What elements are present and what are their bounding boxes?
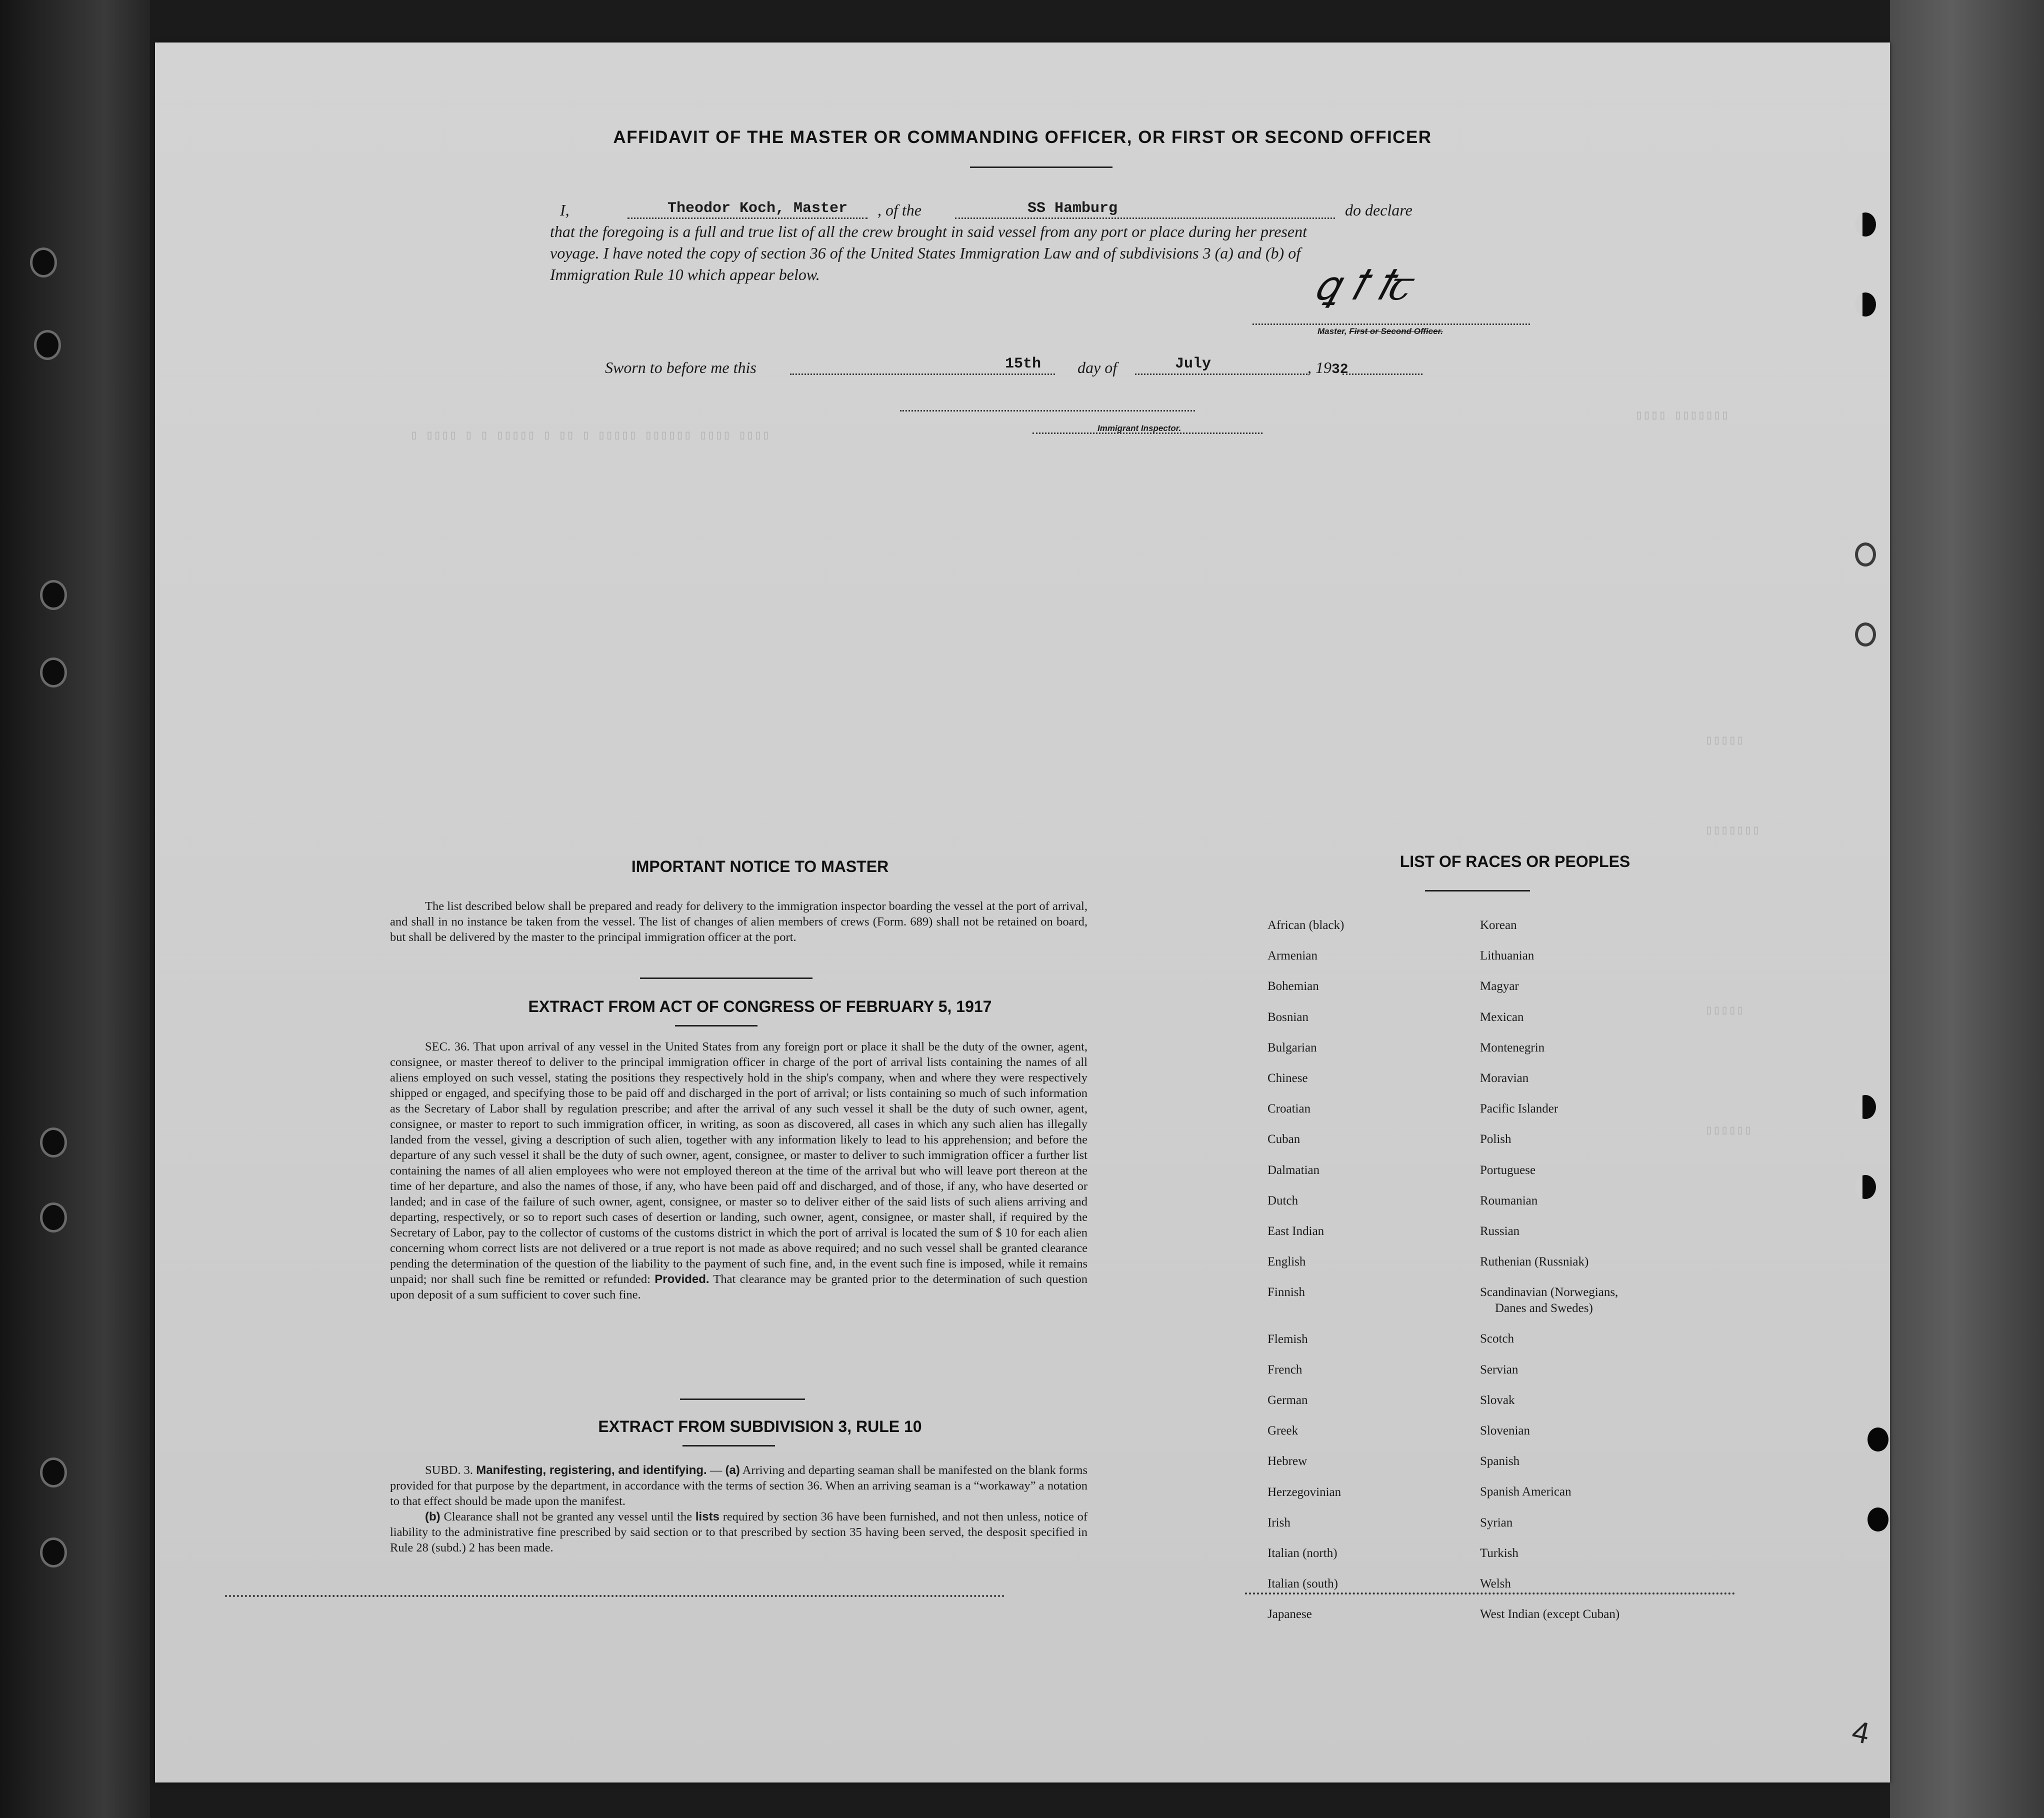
race-item: Japanese: [1268, 1608, 1312, 1622]
act-rule: [680, 1398, 805, 1400]
binder-strip-left: [0, 0, 150, 1818]
page-number: 4: [1849, 1714, 1872, 1750]
race-item: Montenegrin: [1480, 1040, 1545, 1054]
binder-hole-icon: [40, 580, 67, 610]
sworn-day: 15th: [1005, 356, 1042, 372]
race-item: Hebrew: [1268, 1454, 1308, 1468]
punch-hole-icon: [1855, 1095, 1876, 1119]
race-item: Ruthenian (Russniak): [1480, 1255, 1589, 1269]
year-label: , 1932: [1308, 358, 1348, 378]
sworn-month: July: [1175, 356, 1212, 372]
race-item: Bohemian: [1268, 980, 1319, 994]
race-item: Welsh: [1480, 1577, 1511, 1591]
month-dotted-line: [1135, 374, 1308, 375]
of-the-label: , of the: [878, 201, 922, 219]
race-item: Moravian: [1480, 1072, 1529, 1086]
race-item: Greek: [1268, 1424, 1298, 1438]
race-item: English: [1268, 1255, 1306, 1269]
do-declare-label: do declare: [1345, 201, 1412, 219]
race-item: Magyar: [1480, 980, 1519, 994]
declaration-line-2: that the foregoing is a full and true list of all the crew brought in said vessel from any port or place during her present: [550, 222, 1307, 240]
punch-hole-icon: [1868, 1428, 1888, 1452]
race-item: Croatian: [1268, 1102, 1311, 1116]
binder-hole-icon: [34, 330, 61, 360]
race-item: Bosnian: [1268, 1010, 1308, 1024]
race-item: African (black): [1268, 918, 1344, 932]
races-list-right: [1480, 910, 1620, 1630]
race-item: Scotch: [1480, 1332, 1514, 1346]
race-item: Danes and Swedes): [1495, 1302, 1593, 1316]
race-item: Slovak: [1480, 1393, 1515, 1407]
race-item: Korean: [1480, 918, 1517, 932]
race-item: Russian: [1480, 1224, 1520, 1238]
affidavit-title: AFFIDAVIT OF THE MASTER OR COMMANDING OFFICER, OR FIRST OR SECOND OFFICER: [613, 128, 1432, 147]
punch-hole-icon: [1855, 212, 1876, 236]
document-page: ▯ ▯▯▯▯ ▯ ▯ ▯▯▯▯▯ ▯ ▯▯ ▯ ▯▯▯▯▯ ▯▯▯▯▯▯ ▯▯▯▯ ▯▯▯▯ ▯▯▯▯ ▯▯▯▯▯▯▯ ▯▯▯▯▯ ▯▯▯▯▯▯▯ ▯▯▯▯▯ ▯▯▯▯▯▯ AFFIDAVIT OF THE MASTER OR COMMANDING OFFICER, OR FIRST OR SECOND OFFICER I, Theodor Koch, Master , of the SS Hamburg do declare that the foregoing is a full and true list of all the crew brought in said vessel from any port or place during her present voyage. I have noted the copy of section 36 of the United States Immigration Law and of subdivisions 3 (a) and (b) of Immigration Rule 10 which appear below. ꝗ ꝉ ꝉꞇ Master, First or Second Officer. Sworn to before me this 15th day of July , 1932 Immigrant Inspector. IMPORTANT NOTICE TO MASTER The list described below shall be prepared and ready for delivery to the immigration inspector boarding the vessel at the port of arrival, and shall in no instance be taken from the vessel. The list of changes of alien members of crews (Form. 689) shall not be retained on board, but shall be delivered by the master to the principal immigration officer at the port. EXTRACT FROM ACT OF CONGRESS OF FEBRUARY 5, 1917 SEC. 36. That upon arrival of any vessel in the United States from any foreign port or place it shall be the duty of the owner, agent, consignee, or master thereof to deliver to the principal immigration officer in charge of the port of arrival lists containing the names of all aliens employed on such vessel, stating the positions they respectively hold in the ship's company, when and where they were respectively shipped or engaged, and specifying those to be paid off and discharged in the port of arrival; or lists containing so much of such information as the Secretary of Labor shall by regulation prescribe; and after the arrival of any such vessel it shall be the duty of such owner, agent, consignee, or master to report to such immigration officer, in writing, as soon as discovered, all cases in which any such alien has illegally landed from the vessel, giving a description of such alien, together with any information likely to lead to his apprehension; and before the departure of any such vessel it shall be the duty of such owner, agent, consignee, or master to deliver to such immigration officer a further list containing the names of all alien employees who were not employed thereon at the time of the arrival but who will leave port thereon at the time of her departure, and also the names of those, if any, who have been paid off and discharged, and of those, if any, who have deserted or landed; and in case of the failure of such owner, agent, consignee, or master so to deliver either of the said lists of such aliens arriving and departing, respectively, or so to report such cases of desertion or landing, such owner, agent, consignee, or master shall, if required by the Secretary of Labor, pay to the collector of customs of the customs district in which the port of arrival is located the sum of $ 10 for each alien concerning whom correct lists are not delivered or a true report is not made as above required; and no such vessel shall be granted clearance pending the determination of the question of the liability to the payment of such fine, and, in the event such fine is imposed, while it remains unpaid; nor shall such fine be remitted or refunded: Provided. That clearance may be granted prior to the determination of such question upon deposit of a sum sufficient to cover such fine. EXTRACT FROM SUBDIVISION 3, RULE 10 SUBD. 3. Manifesting, registering, and identifying. — (a) Arriving and departing seaman shall be manifested on the blank forms provided for that purpose by the department, in accordance with the terms of section 36. When an arriving seaman is a “workaway” a notation to that effect should be made upon the manifest. (b) Clearance shall not be granted any vessel until the lists required by section 36 have been furnished, and not then unless, notice of liability to the administrative fine prescribed by said section or to that prescribed by section 35 having been served, the desposit specified in Rule 28 (subd.) 2 has been made. LIST OF RACES OR PEOPLES African (black) Armenian Bohemian Bosnian Bulgarian Chinese Croatian Cuban Dalmatian Dutch East Indian English Finnish Flemish French German Greek Hebrew Herzegovinian Irish Italian (north) Italian (south) Japanese Korean Lithuanian Magyar Mexican Montenegrin Moravian Pacific Islander Polish Portuguese Roumanian Russian Ruthenian (Russniak) Scandinavian (Norwegians, Danes and Swedes) Scotch Servian Slovak Slovenian Spanish Spanish American Syrian Turkish Welsh West Indian (except Cuban) 4: [155, 42, 1890, 1782]
race-item: Lithuanian: [1480, 949, 1534, 963]
rule10-heading: EXTRACT FROM SUBDIVISION 3, RULE 10: [598, 1418, 922, 1436]
race-item: Polish: [1480, 1132, 1512, 1146]
name-dotted-line: [628, 218, 868, 219]
inspector-signature-line: [900, 410, 1195, 412]
punch-hole-icon: [1855, 1175, 1876, 1199]
notice-heading: IMPORTANT NOTICE TO MASTER: [631, 858, 889, 876]
races-heading: LIST OF RACES OR PEOPLES: [1400, 852, 1630, 870]
master-name: Theodor Koch, Master: [668, 200, 848, 217]
binder-hole-icon: [40, 1128, 67, 1158]
notice-text: The list described below shall be prepared and ready for delivery to the immigration inspector boarding the vessel at the port of arrival, and shall in no instance be taken from the vessel. The list of changes of alien members of crews (Form. 689) shall not be retained on board, but shall be delivered by the master to the principal immigration officer at the port.: [390, 900, 1088, 944]
crossing-dotted-line: [1245, 1592, 1735, 1594]
race-item: Pacific Islander: [1480, 1102, 1558, 1116]
punch-hole-icon: [1855, 622, 1876, 646]
punch-hole-icon: [1855, 292, 1876, 316]
race-item: Portuguese: [1480, 1163, 1536, 1177]
race-item: Servian: [1480, 1362, 1518, 1376]
notice-rule: [640, 978, 812, 979]
race-item: Bulgarian: [1268, 1040, 1317, 1054]
race-item: West Indian (except Cuban): [1480, 1608, 1620, 1622]
race-item-spacer: [1268, 1308, 1344, 1324]
race-item: German: [1268, 1394, 1308, 1408]
crossing-dotted-line: [225, 1595, 1005, 1597]
binder-hole-icon: [40, 658, 67, 688]
binder-hole-icon: [40, 1202, 67, 1232]
race-item: Scandinavian (Norwegians,: [1480, 1286, 1618, 1300]
race-item: Finnish: [1268, 1286, 1306, 1300]
sworn-label: Sworn to before me this: [605, 358, 756, 376]
race-item: Roumanian: [1480, 1194, 1538, 1208]
race-item: Armenian: [1268, 949, 1318, 963]
race-item: Herzegovinian: [1268, 1485, 1342, 1499]
race-item: Cuban: [1268, 1132, 1300, 1146]
act-text: SEC. 36. That upon arrival of any vessel in the United States from any foreign port or place it shall be the duty of the owner, agent, consignee, or master thereof to deliver to the principal immigration officer in charge of the port of arrival lists containing the names of all aliens employed on such vessel, stating the positions they respectively hold in the ship's company, when and where they were respectively shipped or engaged, and specifying those to be paid off and discharged in the port of arrival; or lists containing so much of such information as the Secretary of Labor shall by regulation prescribe; and after the arrival of any such vessel it shall be the duty of such owner, agent, consignee, or master to report to such immigration officer, in writing, as soon as discovered, all cases in which any such alien has illegally landed from the vessel, giving a description of such alien, together with any information likely to lead to his apprehension; and before the departure of any such vessel it shall be the duty of such owner, agent, consignee, or master to deliver to such immigration officer a further list containing the names of all alien employees who were not employed thereon at the time of the arrival but who will leave port thereon at the time of her departure, and also the names of those, if any, who have been paid off and discharged, and of those, if any, who have deserted or landed; and in case of the failure of such owner, agent, consignee, or master so to deliver either of the said lists of such aliens arriving and departing, respectively, or so to report such cases of desertion or landing, such owner, agent, consignee, or master shall, if required by the Secretary of Labor, pay to the collector of customs of the customs district in which the port of arrival is located the sum of $ 10 for each alien concerning whom correct lists are not delivered or a true report is not made as above required; and no such vessel shall be granted clearance pending the determination of the question of the liability to the payment of such fine, and, in the event such fine is imposed, while it remains unpaid; nor shall such fine be remitted or refunded: Provided. That clearance may be granted prior to the determination of such question upon deposit of a sum sufficient to cover such fine.: [390, 1040, 1088, 1302]
declaration-i: I,: [560, 201, 570, 219]
race-item: Dalmatian: [1268, 1163, 1320, 1177]
day-of-label: day of: [1078, 358, 1118, 376]
signature-label: Master, First or Second Officer.: [1318, 326, 1443, 336]
punch-hole-icon: [1868, 1508, 1888, 1532]
race-item: Irish: [1268, 1516, 1290, 1530]
race-item: Chinese: [1268, 1072, 1308, 1086]
punch-hole-icon: [1855, 542, 1876, 566]
rule10-text: SUBD. 3. Manifesting, registering, and identifying. — (a) Arriving and departing seaman shall be manifested on the blank forms provided for that purpose by the department, in accordance with the terms of section 36. When an arriving seaman is a “workaway” a notation to that effect should be made upon the manifest. (b) Clearance shall not be granted any vessel until the lists required by section 36 have been furnished, and not then unless, notice of liability to the administrative fine prescribed by said section or to that prescribed by section 35 having been served, the desposit specified in Rule 28 (subd.) 2 has been made.: [390, 1464, 1088, 1554]
race-item: East Indian: [1268, 1224, 1324, 1238]
race-item: Italian (north): [1268, 1546, 1338, 1560]
binder-hole-icon: [30, 248, 57, 278]
master-signature: ꝗ ꝉ ꝉꞇ: [1308, 262, 1417, 309]
act-heading: EXTRACT FROM ACT OF CONGRESS OF FEBRUARY 5, 1917: [528, 998, 992, 1016]
race-item: French: [1268, 1362, 1302, 1376]
race-item: Spanish: [1480, 1454, 1520, 1468]
race-item: Mexican: [1480, 1010, 1524, 1024]
declaration-line-3: voyage. I have noted the copy of section 36 of the United States Immigration Law and of subdivisions 3 (a) and (b) of: [550, 244, 1301, 262]
race-item: Slovenian: [1480, 1424, 1530, 1438]
race-item: Spanish American: [1480, 1485, 1572, 1499]
signature-dotted-line: [1252, 324, 1530, 325]
binder-hole-icon: [40, 1458, 67, 1488]
races-list-left: [1268, 910, 1344, 1630]
day-dotted-line: [790, 374, 1055, 375]
inspector-label: Immigrant Inspector.: [1098, 424, 1182, 433]
races-rule: [1425, 890, 1530, 892]
declaration-line-4: Immigration Rule 10 which appear below.: [550, 266, 820, 284]
binder-hole-icon: [40, 1538, 67, 1568]
vessel-name: SS Hamburg: [1028, 200, 1118, 217]
race-item: Syrian: [1480, 1516, 1513, 1530]
race-item: Turkish: [1480, 1546, 1518, 1560]
year-dotted-line: [1342, 374, 1422, 375]
race-item: Italian (south): [1268, 1577, 1338, 1591]
rule10-heading-rule: [682, 1445, 775, 1446]
race-item: Flemish: [1268, 1332, 1308, 1346]
act-heading-rule: [675, 1025, 758, 1026]
binder-strip-right: [1890, 0, 2044, 1818]
vessel-dotted-line: [955, 218, 1335, 219]
race-item: Dutch: [1268, 1194, 1298, 1208]
title-rule: [970, 166, 1112, 168]
